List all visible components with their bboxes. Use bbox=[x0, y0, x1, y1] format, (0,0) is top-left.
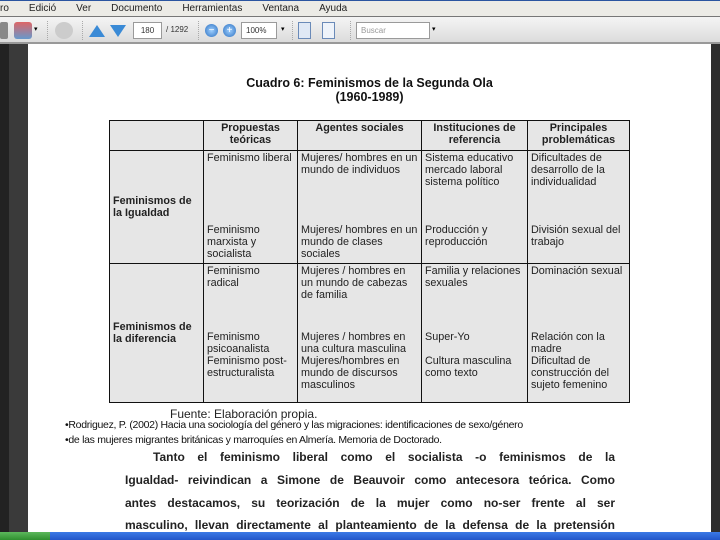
reference-line-1: •Rodriguez, P. (2002) Hacia una sociología del género y las migraciones: identificaciones de sexo/género bbox=[65, 419, 523, 431]
page-total: / 1292 bbox=[166, 25, 189, 34]
header-cell: Propuestas teóricas bbox=[204, 121, 298, 151]
menu-edit[interactable]: Edició bbox=[28, 3, 57, 14]
table-row bbox=[110, 151, 630, 264]
zoom-out-button[interactable]: − bbox=[205, 24, 218, 37]
fit-page-icon[interactable] bbox=[298, 22, 311, 39]
feminism-table bbox=[109, 120, 630, 403]
menu-help[interactable]: Ayuda bbox=[319, 3, 348, 14]
menu-document[interactable]: Documento bbox=[111, 3, 163, 14]
menu-tools[interactable]: Herramientas bbox=[182, 3, 243, 14]
header-cell: Agentes sociales bbox=[298, 121, 422, 151]
next-page-button[interactable] bbox=[110, 25, 126, 37]
group-label: Feminismos de la diferencia bbox=[110, 264, 204, 403]
document-page bbox=[28, 44, 711, 532]
title-line-1: Cuadro 6: Feminismos de la Segunda Ola bbox=[246, 76, 493, 90]
search-dropdown-icon[interactable]: ▾ bbox=[432, 26, 436, 33]
previous-page-button[interactable] bbox=[89, 25, 105, 37]
cell: Feminismo liberal Feminismo marxista y socialista bbox=[204, 151, 298, 264]
navigation-strip bbox=[0, 44, 9, 532]
zoom-level-input[interactable]: 100% bbox=[241, 22, 277, 39]
vertical-scrollbar[interactable] bbox=[711, 44, 720, 532]
menu-bar bbox=[0, 0, 720, 17]
header-cell: Instituciones de referencia bbox=[422, 121, 528, 151]
body-line: antes destacamos, su teorización de la mujer como no-ser frente al ser bbox=[125, 496, 615, 510]
cell: Dominación sexual Relación con la madre Dificultad de construcción del sujeto femenino bbox=[528, 264, 630, 403]
menu-file[interactable]: ro bbox=[0, 3, 9, 14]
share-dropdown-icon[interactable]: ▾ bbox=[34, 26, 38, 33]
menu-window[interactable]: Ventana bbox=[262, 3, 300, 14]
cell: Sistema educativo mercado laboral sistema político Producción y reproducción bbox=[422, 151, 528, 264]
share-icon[interactable] bbox=[14, 22, 32, 39]
cell: Feminismo radical Feminismo psicoanalista Feminismo post-estructuralista bbox=[204, 264, 298, 403]
page-number-input[interactable]: 180 bbox=[133, 22, 162, 39]
taskbar bbox=[0, 532, 720, 540]
table-title bbox=[28, 76, 711, 104]
body-line: Igualdad- reivindican a Simone de Beauvoir como antecesora teórica. Como bbox=[125, 473, 615, 487]
body-line: Tanto el feminismo liberal como el socialista -o feminismos de la bbox=[153, 450, 615, 464]
menu-view[interactable]: Ver bbox=[76, 3, 92, 14]
reference-line-2: •de las mujeres migrantes británicas y marroquíes en Almería. Memoria de Doctorado. bbox=[65, 434, 442, 446]
title-line-2: (1960-1989) bbox=[335, 90, 404, 104]
cell: Mujeres/ hombres en un mundo de individuos Mujeres/ hombres en un mundo de clases sociales bbox=[298, 151, 422, 264]
body-line: masculino, llevan directamente al planteamiento de la defensa de la pretensión bbox=[125, 518, 615, 532]
header-cell bbox=[110, 121, 204, 151]
hand-tool-icon[interactable] bbox=[55, 22, 73, 39]
group-label: Feminismos de la Igualdad bbox=[110, 151, 204, 264]
table-source: Fuente: Elaboración propia. bbox=[170, 407, 318, 421]
start-button[interactable] bbox=[0, 532, 50, 540]
navigation-pane bbox=[9, 44, 28, 532]
zoom-dropdown-icon[interactable]: ▾ bbox=[281, 26, 285, 33]
header-cell: Principales problemáticas bbox=[528, 121, 630, 151]
header-row bbox=[110, 121, 630, 151]
cell: Dificultades de desarrollo de la individualidad División sexual del trabajo bbox=[528, 151, 630, 264]
print-icon[interactable] bbox=[0, 22, 8, 39]
search-input[interactable]: Buscar bbox=[356, 22, 430, 39]
toolbar bbox=[0, 17, 720, 44]
fit-width-icon[interactable] bbox=[322, 22, 335, 39]
cell: Mujeres / hombres en un mundo de cabezas de familia Mujeres / hombres en una cultura masculina Mujeres/hombres en mundo de discursos masculinos bbox=[298, 264, 422, 403]
table-row bbox=[110, 264, 630, 403]
zoom-in-button[interactable]: + bbox=[223, 24, 236, 37]
cell: Familia y relaciones sexuales Super-Yo Cultura masculina como texto bbox=[422, 264, 528, 403]
